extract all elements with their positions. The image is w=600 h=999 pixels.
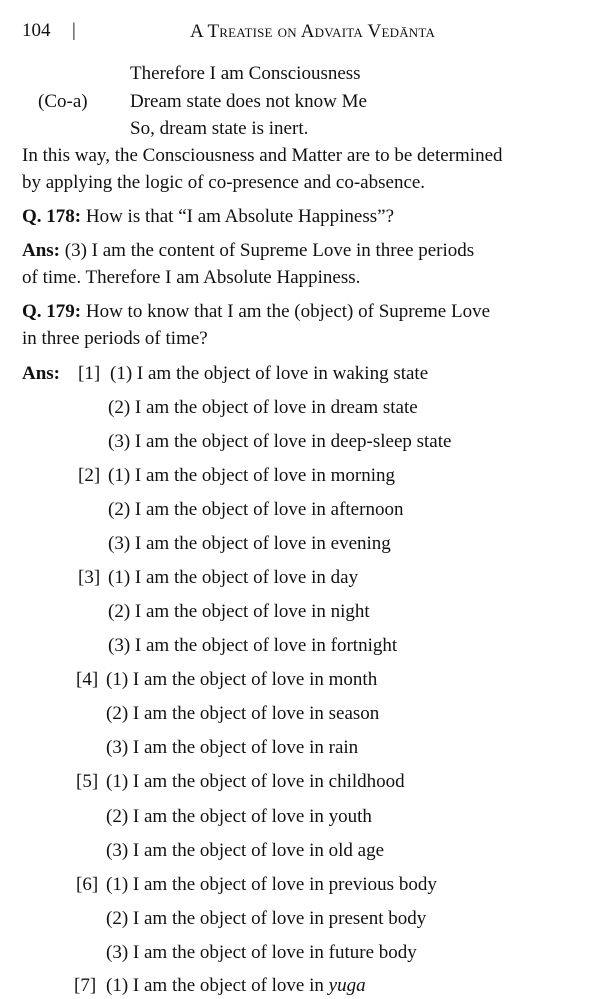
group-6-item-2: (2) I am the object of love in present body [106, 908, 427, 929]
running-title [190, 21, 435, 43]
question-178-label: Q. 178: [22, 206, 82, 227]
group-4-item-2: (2) I am the object of love in season [106, 703, 380, 724]
group-1-item-3: (3) I am the object of love in deep-sleep state [108, 431, 452, 452]
group-6-number: [6] [76, 874, 99, 895]
group-7-item-1-text: (1) I am the object of love in [106, 975, 329, 996]
group-6-item-3: (3) I am the object of love in future body [106, 942, 417, 963]
group-4-number: [4] [76, 669, 99, 690]
question-179-line-2: in three periods of time? [22, 328, 208, 349]
group-3-item-3: (3) I am the object of love in fortnight [108, 635, 398, 656]
coa-line-2: Dream state does not know Me [130, 91, 367, 112]
answer-178-line-1 [22, 240, 474, 262]
answer-178-label: Ans: [22, 240, 61, 261]
answer-178-text-1: (3) I am the content of Supreme Love in three periods [60, 240, 475, 261]
question-178-text: How is that “I am Absolute Happiness”? [81, 206, 395, 227]
group-3-item-2: (2) I am the object of love in night [108, 601, 370, 622]
group-4-item-1: (1) I am the object of love in month [106, 669, 378, 690]
group-2-item-1: (1) I am the object of love in morning [108, 465, 396, 486]
coa-line-1: Therefore I am Consciousness [130, 63, 361, 84]
group-2-item-2: (2) I am the object of love in afternoon [108, 499, 404, 520]
coa-line-3: So, dream state is inert. [130, 118, 309, 139]
question-179-text-1: How to know that I am the (object) of Supreme Love [81, 301, 491, 322]
group-3-number: [3] [78, 567, 101, 588]
page-number: 104 [22, 20, 51, 41]
group-7-number: [7] [74, 975, 97, 996]
group-5-item-1: (1) I am the object of love in childhood [106, 771, 405, 792]
group-5-item-2: (2) I am the object of love in youth [106, 806, 372, 827]
group-2-item-3: (3) I am the object of love in evening [108, 533, 391, 554]
group-2-number: [2] [78, 465, 101, 486]
coa-label: (Co-a) [38, 91, 88, 112]
group-7-item-1 [106, 975, 366, 997]
question-179-line-1 [22, 301, 490, 323]
question-178 [22, 206, 394, 228]
group-7-item-1-italic: yuga [328, 975, 366, 996]
answer-179-label: Ans: [22, 363, 61, 384]
group-5-item-3: (3) I am the object of love in old age [106, 840, 385, 861]
group-6-item-1: (1) I am the object of love in previous body [106, 874, 437, 895]
group-1-item-2: (2) I am the object of love in dream state [108, 397, 418, 418]
running-title-text: A Treatise on Advaita Vedānta [190, 21, 436, 42]
group-5-number: [5] [76, 771, 99, 792]
group-1-item-1: (1) I am the object of love in waking state [110, 363, 429, 384]
header-separator: | [72, 20, 76, 41]
group-1-number: [1] [78, 363, 101, 384]
paragraph-line-2: by applying the logic of co-presence and co-absence. [22, 172, 426, 193]
paragraph-line-1: In this way, the Consciousness and Matter are to be determined [22, 145, 503, 166]
question-179-label: Q. 179: [22, 301, 82, 322]
group-3-item-1: (1) I am the object of love in day [108, 567, 359, 588]
answer-178-line-2: of time. Therefore I am Absolute Happiness. [22, 267, 361, 288]
group-4-item-3: (3) I am the object of love in rain [106, 737, 359, 758]
